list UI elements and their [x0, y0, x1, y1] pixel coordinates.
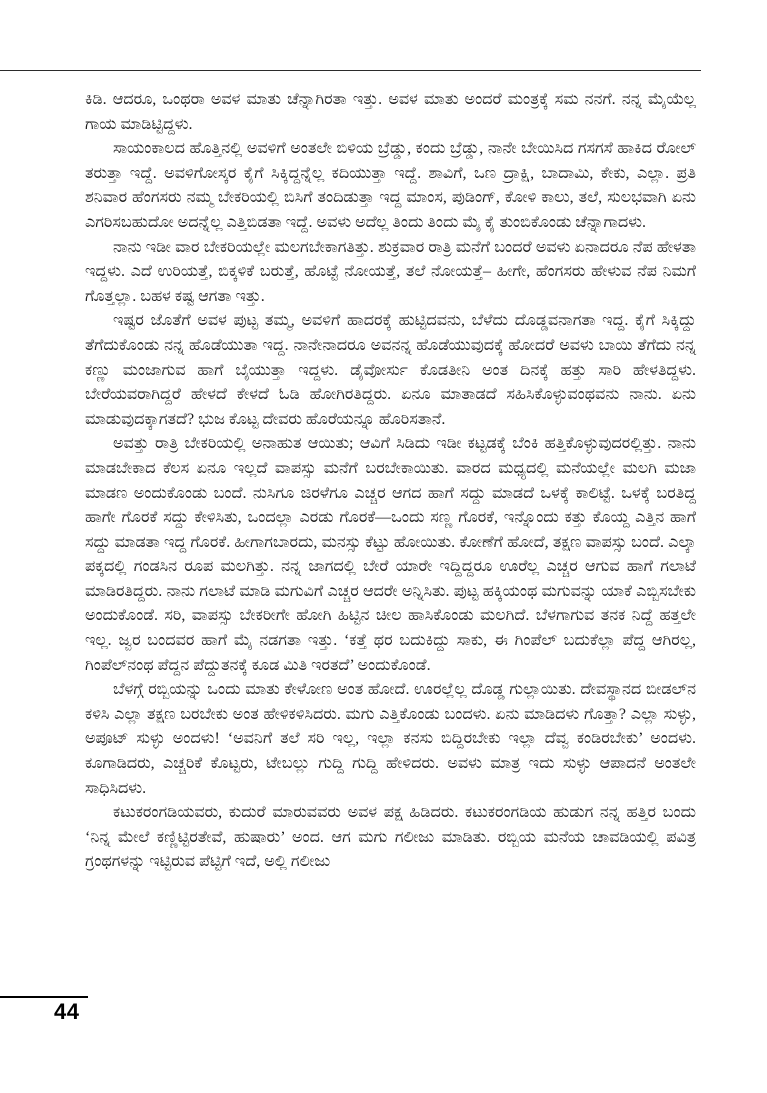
header-rule	[0, 70, 701, 71]
paragraph: ನಾನು ಇಡೀ ವಾರ ಬೇಕರಿಯಲ್ಲೇ ಮಲಗಬೇಕಾಗತಿತ್ತು. ಶುಕ್ರವಾರ ರಾತ್ರಿ ಮನೆಗೆ ಬಂದರೆ ಅವಳು ಏನಾದರೂ ನೆಪ ಹೇಳತಾ ಇದ್ದಳು. ಎದೆ ಉರಿಯತ್ತೆ, ಬಿಕ್ಕಳಿಕೆ ಬರುತ್ತೆ, ಹೊಟ್ಟೆ ನೋಯತ್ತೆ, ತಲೆ ನೋಯತ್ತೆ– ಹೀಗೇ, ಹೆಂಗಸರು ಹೇಳುವ ನೆಪ ನಿಮಗೆ ಗೊತ್ತಲ್ಲಾ. ಬಹಳ ಕಷ್ಟ ಆಗತಾ ಇತ್ತು.	[85, 238, 696, 305]
page-number: 44	[54, 999, 80, 1024]
paragraph: ಅವತ್ತು ರಾತ್ರಿ ಬೇಕರಿಯಲ್ಲಿ ಅನಾಹುತ ಆಯಿತು; ಆವಿಗೆ ಸಿಡಿದು ಇಡೀ ಕಟ್ಟಡಕ್ಕೆ ಬೆಂಕಿ ಹತ್ತಿಕೊಳ್ಳುವುದರಲ್ಲಿತ್ತು. ನಾನು ಮಾಡಬೇಕಾದ ಕೆಲಸ ಏನೂ ಇಲ್ಲದೆ ವಾಪಸ್ಸು ಮನೆಗೆ ಬರಬೇಕಾಯಿತು. ವಾರದ ಮಧ್ಯದಲ್ಲಿ ಮನೆಯಲ್ಲೇ ಮಲಗಿ ಮಜಾ ಮಾಡಣ ಅಂದುಕೊಂಡು ಬಂದೆ. ನುಸಿಗೂ ಜಿರಳೆಗೂ ಎಚ್ಚರ ಆಗದ ಹಾಗೆ ಸದ್ದು ಮಾಡದೆ ಒಳಕ್ಕೆ ಕಾಲಿಟ್ಟೆ. ಒಳಕ್ಕೆ ಬರತಿದ್ದ ಹಾಗೇ ಗೊರಕೆ ಸದ್ದು ಕೇಳಿಸಿತು, ಒಂದಲ್ಲಾ ಎರಡು ಗೊರಕೆ—ಒಂದು ಸಣ್ಣ ಗೊರಕೆ, ಇನ್ನೊಂದು ಕತ್ತು ಕೊಯ್ದ ಎತ್ತಿನ ಹಾಗೆ ಸದ್ದು ಮಾಡತಾ ಇದ್ದ ಗೊರಕೆ. ಹೀಗಾಗಬಾರದು, ಮನಸ್ಸು ಕೆಟ್ಟು ಹೋಯಿತು. ಕೋಣೆಗೆ ಹೋದೆ, ತಕ್ಷಣ ವಾಪಸ್ಸು ಬಂದೆ. ಎಲ್ಕಾ ಪಕ್ಕದಲ್ಲಿ ಗಂಡಸಿನ ರೂಪ ಮಲಗಿತ್ತು. ನನ್ನ ಜಾಗದಲ್ಲಿ ಬೇರೆ ಯಾರೇ ಇದ್ದಿದ್ದರೂ ಊರೆಲ್ಲ ಎಚ್ಚರ ಆಗುವ ಹಾಗೆ ಗಲಾಟೆ ಮಾಡಿರತಿದ್ದರು. ನಾನು ಗಲಾಟೆ ಮಾಡಿ ಮಗುವಿಗೆ ಎಚ್ಚರ ಆದರೇ ಅನ್ನಿಸಿತು. ಪುಟ್ಟ ಹಕ್ಕಿಯಂಥ ಮಗುವನ್ನು ಯಾಕೆ ಎಬ್ಬಿಸಬೇಕು ಅಂದುಕೊಂಡೆ. ಸರಿ, ವಾಪಸ್ಸು ಬೇಕರೀಗೇ ಹೋಗಿ ಹಿಟ್ಟಿನ ಚೀಲ ಹಾಸಿಕೊಂಡು ಮಲಗಿದೆ. ಬೆಳಗಾಗುವ ತನಕ ನಿದ್ದೆ ಹತ್ತಲೇ ಇಲ್ಲ. ಜ್ವರ ಬಂದವರ ಹಾಗೆ ಮೈ ನಡಗತಾ ಇತ್ತು. ‘ಕತ್ತೆ ಥರ ಬದುಕಿದ್ದು ಸಾಕು, ಈ ಗಿಂಪೆಲ್ ಬದುಕೆಲ್ಲಾ ಪೆದ್ದ ಆಗಿರಲ್ಲ, ಗಿಂಪೆಲ್‌ನಂಥ ಪೆದ್ದನ ಪೆದ್ದುತನಕ್ಕೆ ಕೂಡ ಮಿತಿ ಇರತದೆ’ ಅಂದುಕೊಂಡೆ.	[85, 435, 696, 674]
paragraph: ಸಾಯಂಕಾಲದ ಹೊತ್ತಿನಲ್ಲಿ ಅವಳಿಗೆ ಅಂತಲೇ ಬಿಳಿಯ ಬ್ರೆಡ್ಡು, ಕಂದು ಬ್ರೆಡ್ಡು, ನಾನೇ ಬೇಯಿಸಿದ ಗಸಗಸೆ ಹಾಕಿದ ರೋಲ್ ತರುತ್ತಾ ಇದ್ದೆ. ಅವಳಿಗೋಸ್ಕರ ಕೈಗೆ ಸಿಕ್ಕಿದ್ದನ್ನೆಲ್ಲ ಕದಿಯುತ್ತಾ ಇದ್ದೆ. ಶಾವಿಗೆ, ಒಣ ದ್ರಾಕ್ಷಿ, ಬಾದಾಮಿ, ಕೇಕು, ಎಲ್ಲಾ. ಪ್ರತಿ ಶನಿವಾರ ಹೆಂಗಸರು ನಮ್ಮ ಬೇಕರಿಯಲ್ಲಿ ಬಿಸಿಗೆ ತಂದಿಡುತ್ತಾ ಇದ್ದ ಮಾಂಸ, ಪುಡಿಂಗ್, ಕೋಳಿ ಕಾಲು, ತಲೆ, ಸುಲಭವಾಗಿ ಏನು ಎಗರಿಸಬಹುದೋ ಅದನ್ನೆಲ್ಲ ಎತ್ತಿಬಿಡತಾ ಇದ್ದೆ. ಅವಳು ಅದೆಲ್ಲ ತಿಂದು ತಿಂದು ಮೈ ಕೈ ತುಂಬಿಕೊಂಡು ಚೆನ್ನಾಗಾದಳು.	[85, 140, 696, 231]
paragraph: ಇಷ್ಟರ ಜೊತೆಗೆ ಅವಳ ಪುಟ್ಟ ತಮ್ಮ, ಅವಳಿಗೆ ಹಾದರಕ್ಕೆ ಹುಟ್ಟಿದವನು, ಬೆಳೆದು ದೊಡ್ಡವನಾಗತಾ ಇದ್ದ. ಕೈಗೆ ಸಿಕ್ಕಿದ್ದು ತೆಗೆದುಕೊಂಡು ನನ್ನ ಹೊಡೆಯುತಾ ಇದ್ದ. ನಾನೇನಾದರೂ ಅವನನ್ನ ಹೊಡೆಯುವುದಕ್ಕೆ ಹೋದರೆ ಅವಳು ಬಾಯಿ ತೆಗೆದು ನನ್ನ ಕಣ್ಣು ಮಂಜಾಗುವ ಹಾಗೆ ಬೈಯುತ್ತಾ ಇದ್ದಳು. ಡೈವೋರ್ಸು ಕೊಡತೀನಿ ಅಂತ ದಿನಕ್ಕೆ ಹತ್ತು ಸಾರಿ ಹೇಳತಿದ್ದಳು. ಬೇರೆಯವರಾಗಿದ್ದರೆ ಹೇಳದೆ ಕೇಳದೆ ಓಡಿ ಹೋಗಿರತಿದ್ದರು. ಏನೂ ಮಾತಾಡದೆ ಸಹಿಸಿಕೊಳ್ಳುವಂಥವನು ನಾನು. ಏನು ಮಾಡುವುದಕ್ಕಾಗತದೆ? ಭುಜ ಕೊಟ್ಟ ದೇವರು ಹೊರೆಯನ್ನೂ ಹೊರಿಸತಾನೆ.	[85, 312, 696, 428]
text-block	[85, 88, 696, 875]
folio-rule	[0, 996, 88, 998]
paragraph: ಕಟುಕರಂಗಡಿಯವರು, ಕುದುರೆ ಮಾರುವವರು ಅವಳ ಪಕ್ಷ ಹಿಡಿದರು. ಕಟುಕರಂಗಡಿಯ ಹುಡುಗ ನನ್ನ ಹತ್ತಿರ ಬಂದು ‘ನಿನ್ನ ಮೇಲೆ ಕಣ್ಣಿಟ್ಟಿರತೇವೆ, ಹುಷಾರು’ ಅಂದ. ಆಗ ಮಗು ಗಲೀಜು ಮಾಡಿತು. ರಬ್ಬಿಯ ಮನೆಯ ಚಾವಡಿಯಲ್ಲಿ ಪವಿತ್ರ ಗ್ರಂಥಗಳನ್ನು ಇಟ್ಟಿರುವ ಪೆಟ್ಟಿಗೆ ಇದೆ, ಅಲ್ಲಿ ಗಲೀಜು	[85, 804, 696, 871]
paragraph: ಕಿಡಿ. ಆದರೂ, ಒಂಥರಾ ಅವಳ ಮಾತು ಚೆನ್ನಾಗಿರತಾ ಇತ್ತು. ಅವಳ ಮಾತು ಅಂದರೆ ಮಂತ್ರಕ್ಕೆ ಸಮ ನನಗೆ. ನನ್ನ ಮೈಯೆಲ್ಲ ಗಾಯ ಮಾಡಿಟ್ಟಿದ್ದಳು.	[85, 91, 696, 133]
paragraph: ಬೆಳಗ್ಗೆ ರಬ್ಬಿಯನ್ನು ಒಂದು ಮಾತು ಕೇಳೋಣ ಅಂತ ಹೋದೆ. ಊರಲ್ಲೆಲ್ಲ ದೊಡ್ಡ ಗುಲ್ಲಾಯಿತು. ದೇವಸ್ಥಾನದ ಬೀಡಲ್‌ನ ಕಳಿಸಿ ಎಲ್ಲಾ ತಕ್ಷಣ ಬರಬೇಕು ಅಂತ ಹೇಳಿಕಳಿಸಿದರು. ಮಗು ಎತ್ತಿಕೊಂಡು ಬಂದಳು. ಏನು ಮಾಡಿದಳು ಗೊತ್ತಾ? ಎಲ್ಲಾ ಸುಳ್ಳು, ಅಪೂಟ್ ಸುಳ್ಳು ಅಂದಳು! ‘ಅವನಿಗೆ ತಲೆ ಸರಿ ಇಲ್ಲ, ಇಲ್ಲಾ ಕನಸು ಬಿದ್ದಿರಬೇಕು ಇಲ್ಲಾ ದೆವ್ವ ಕಂಡಿರಬೇಕು’ ಅಂದಳು. ಕೂಗಾಡಿದರು, ಎಚ್ಚರಿಕೆ ಕೊಟ್ಟರು, ಟೇಬಲ್ಲು ಗುದ್ದಿ ಗುದ್ದಿ ಹೇಳಿದರು. ಅವಳು ಮಾತ್ರ ಇದು ಸುಳ್ಳು ಆಪಾದನೆ ಅಂತಲೇ ಸಾಧಿಸಿದಳು.	[85, 681, 696, 797]
